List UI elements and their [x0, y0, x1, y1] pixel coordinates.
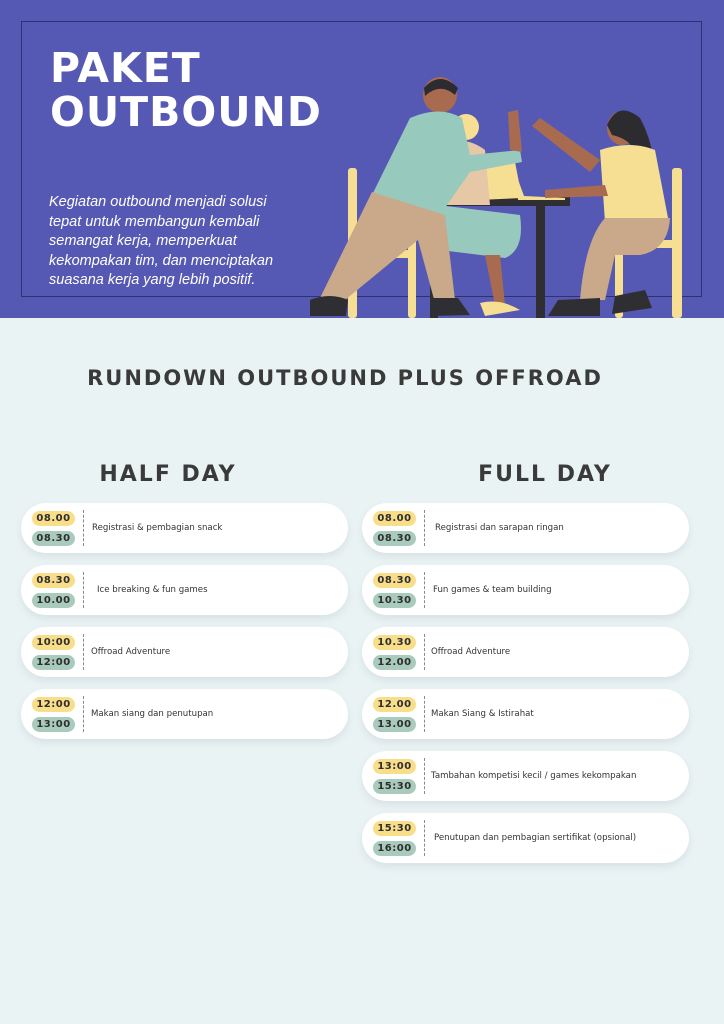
hero-description: Kegiatan outbound menjadi solusi tepat untuk membangun kembali semangat kerja, memperkuat kekompakan tim, dan menciptakan suasana kerja yang lebih positif.: [49, 194, 274, 288]
start-time-pill: 08.30: [373, 573, 416, 588]
start-time-pill: 13:00: [373, 759, 416, 774]
person-middle-leg: [485, 255, 505, 305]
dashed-divider: [424, 696, 425, 732]
start-time-pill: 10.30: [373, 635, 416, 650]
start-time-pill: 08.00: [373, 511, 416, 526]
end-time-pill: 16:00: [373, 841, 416, 856]
end-time-pill: 15:30: [373, 779, 416, 794]
half-day-item: [21, 689, 348, 739]
person-middle-skirt: [438, 205, 521, 258]
person-middle-shoe: [480, 302, 520, 316]
hero-title: [50, 46, 322, 134]
activity-label: Offroad Adventure: [91, 647, 171, 657]
person-right-arm-table: [545, 185, 608, 198]
half-day-item: [21, 627, 348, 677]
person-left-shoe-right: [432, 298, 470, 316]
dashed-divider: [83, 572, 84, 608]
person-left-arm-up: [508, 110, 522, 152]
end-time-pill: 08.30: [373, 531, 416, 546]
full-day-title: FULL DAY: [478, 462, 612, 487]
half-day-item: [21, 503, 348, 553]
start-time-pill: 15:30: [373, 821, 416, 836]
activity-label: Makan Siang & Istirahat: [431, 709, 534, 719]
section-title: RUNDOWN OUTBOUND PLUS OFFROAD: [87, 366, 603, 390]
start-time-pill: 08.00: [32, 511, 75, 526]
end-time-pill: 13.00: [373, 717, 416, 732]
end-time-pill: 12.00: [373, 655, 416, 670]
hero-banner: [0, 0, 724, 318]
half-day-item: [21, 565, 348, 615]
person-left-shoe-left: [310, 296, 348, 316]
activity-label: Penutupan dan pembagian sertifikat (opsional): [434, 833, 637, 843]
end-time-pill: 10.00: [32, 593, 75, 608]
full-day-item: [362, 813, 689, 863]
table-leg: [536, 205, 545, 318]
end-time-pill: 12:00: [32, 655, 75, 670]
hero-title-line2: OUTBOUND: [50, 88, 322, 136]
activity-label: Fun games & team building: [433, 585, 552, 595]
dashed-divider: [424, 572, 425, 608]
end-time-pill: 08.30: [32, 531, 75, 546]
full-day-item: [362, 565, 689, 615]
activity-label: Offroad Adventure: [431, 647, 511, 657]
dashed-divider: [83, 634, 84, 670]
person-right-arm-up: [532, 118, 600, 172]
person-right-shoe: [548, 298, 600, 316]
dashed-divider: [424, 510, 425, 546]
end-time-pill: 13:00: [32, 717, 75, 732]
team-high-five-illustration: [300, 60, 700, 318]
activity-label: Tambahan kompetisi kecil / games kekompakan: [431, 771, 637, 781]
full-day-item: [362, 689, 689, 739]
activity-label: Makan siang dan penutupan: [91, 709, 214, 719]
hero-title-line1: PAKET: [50, 44, 201, 92]
start-time-pill: 12.00: [373, 697, 416, 712]
activity-label: Ice breaking & fun games: [97, 585, 208, 595]
person-right-top: [600, 145, 668, 222]
start-time-pill: 10:00: [32, 635, 75, 650]
dashed-divider: [424, 758, 425, 794]
dashed-divider: [424, 634, 425, 670]
dashed-divider: [83, 696, 84, 732]
person-right-pants: [580, 218, 670, 300]
start-time-pill: 08.30: [32, 573, 75, 588]
full-day-item: [362, 627, 689, 677]
end-time-pill: 10.30: [373, 593, 416, 608]
dashed-divider: [83, 510, 84, 546]
dashed-divider: [424, 820, 425, 856]
half-day-title: HALF DAY: [99, 462, 237, 487]
full-day-item: [362, 751, 689, 801]
activity-label: Registrasi & pembagian snack: [92, 523, 223, 533]
start-time-pill: 12:00: [32, 697, 75, 712]
full-day-item: [362, 503, 689, 553]
activity-label: Registrasi dan sarapan ringan: [435, 523, 564, 533]
